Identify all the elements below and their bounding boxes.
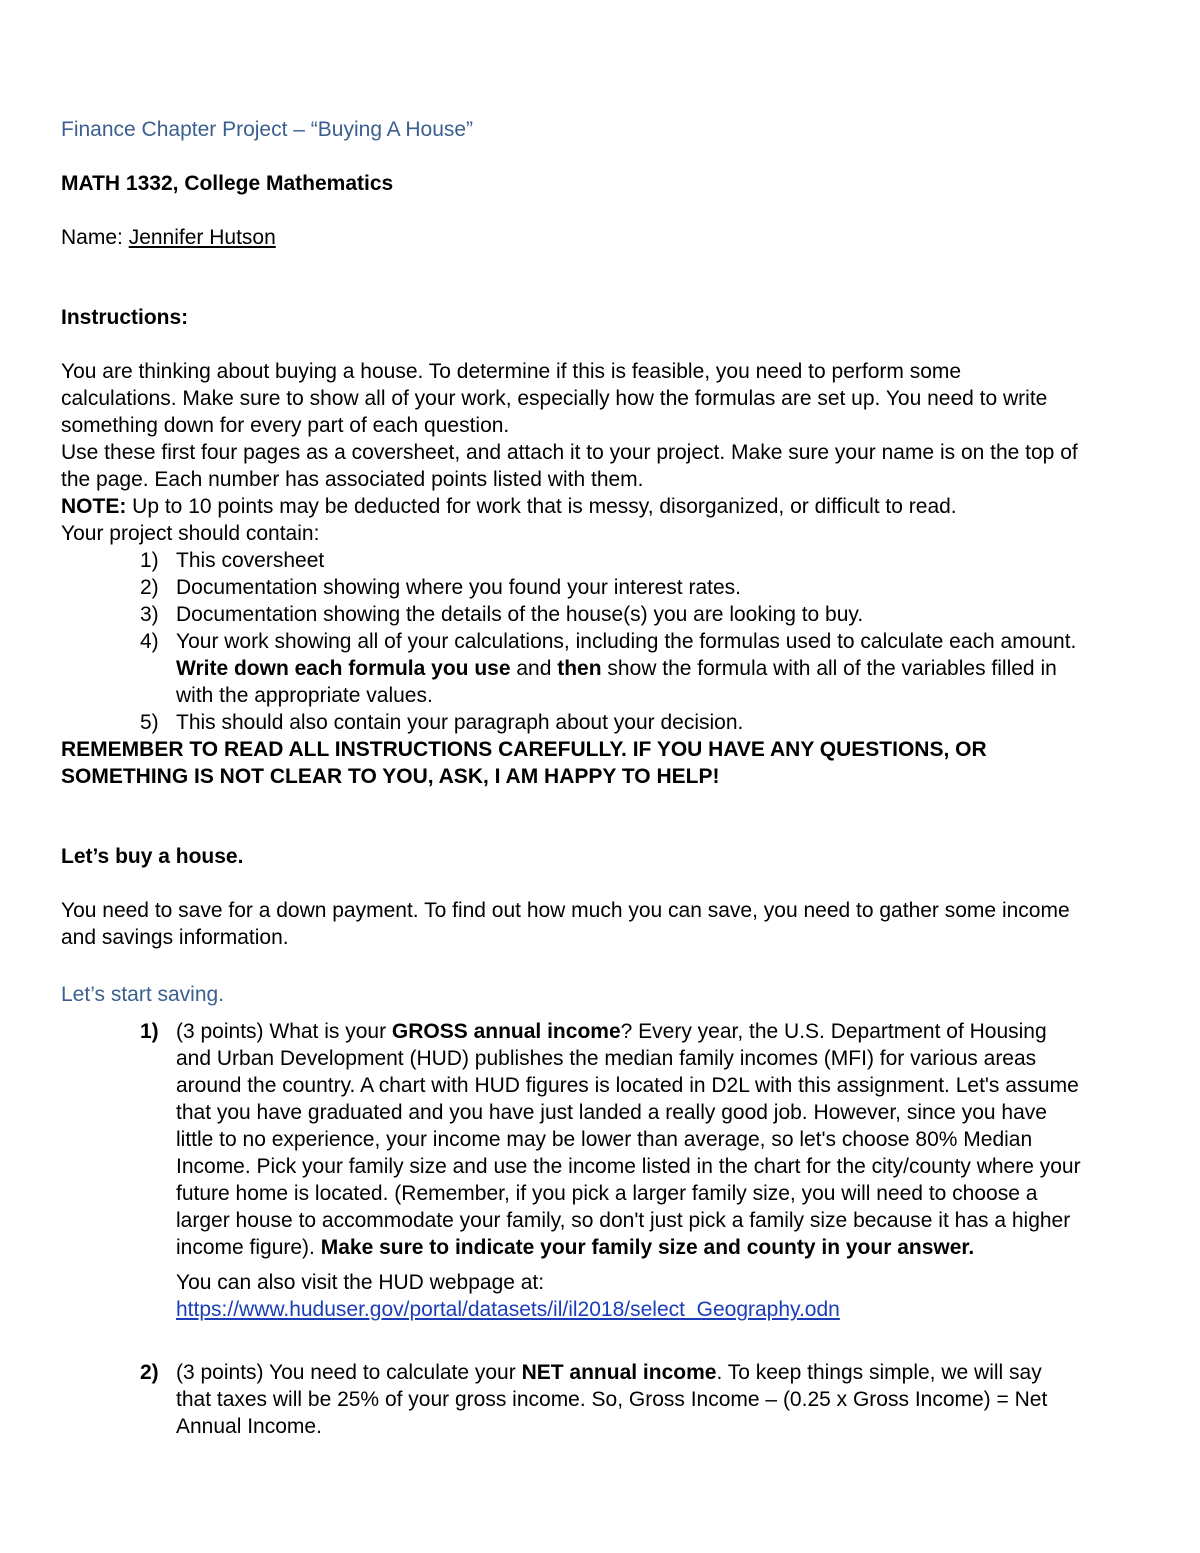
- course-title: MATH 1332, College Mathematics: [61, 172, 394, 195]
- student-name: Jennifer Hutson: [128, 226, 276, 249]
- list-item: 1) This coversheet: [140, 549, 325, 572]
- coversheet-paragraph: Use these first four pages as a coversheet, and attach it to your project. Make sure your name is on the top of the page. Each number has associated points listed with them.: [61, 441, 1078, 491]
- contain-intro: Your project should contain:: [61, 522, 320, 545]
- list-item: 2) Documentation showing where you found your interest rates.: [140, 576, 741, 599]
- question-item: 1) (3 points) What is your GROSS annual income? Every year, the U.S. Department of Housing and Urban Development (HUD) publishes the median family incomes (MFI) for various areas around the country. A chart with HUD figures is located in D2L with this assignment. Let's assume that you have graduated and you have just landed a really good job. However, since you have little to no experience, your income may be lower than average, so let's choose 80% Median Income. Pick your family size and use the income listed in the chart for the city/county where your future home is located. (Remember, if you pick a larger family size, you will need to choose a larger house to accommodate your family, so don't just pick a family size because it has a higher income figure). Make sure to indicate your family size and county in your answer. You can also visit the HUD webpage at: https://www.huduser.gov/portal/datasets/il/il2018/select_Geography.odn: [140, 1020, 1081, 1321]
- hud-webpage-text: You can also visit the HUD webpage at:: [176, 1271, 545, 1294]
- buy-heading: Let’s buy a house.: [61, 845, 244, 868]
- note-paragraph: [61, 493, 1081, 520]
- document-page: [61, 116, 1081, 1440]
- saving-heading: Let’s start saving.: [61, 983, 225, 1006]
- hud-link[interactable]: https://www.huduser.gov/portal/datasets/il/il2018/select_Geography.odn: [176, 1298, 840, 1321]
- document-title: Finance Chapter Project – “Buying A House”: [61, 118, 474, 141]
- questions-list: [61, 1018, 1081, 1440]
- name-label: Name:: [61, 226, 129, 249]
- name-line: [61, 224, 1081, 251]
- remember-notice: REMEMBER TO READ ALL INSTRUCTIONS CAREFULLY. IF YOU HAVE ANY QUESTIONS, OR SOMETHING IS NOT CLEAR TO YOU, ASK, I AM HAPPY TO HELP!: [61, 738, 987, 788]
- instructions-heading: Instructions:: [61, 306, 189, 329]
- list-item: 3) Documentation showing the details of the house(s) you are looking to buy.: [140, 603, 864, 626]
- contents-list: [61, 547, 1081, 736]
- list-item: 4) Your work showing all of your calculations, including the formulas used to calculate each amount. Write down each formula you use and then show the formula with all of the variables filled in with the appropriate values.: [140, 630, 1077, 707]
- note-text: Up to 10 points may be deducted for work that is messy, disorganized, or difficult to read.: [126, 495, 957, 518]
- save-paragraph: You need to save for a down payment. To find out how much you can save, you need to gather some income and savings information.: [61, 899, 1070, 949]
- question-item: 2) (3 points) You need to calculate your NET annual income. To keep things simple, we will say that taxes will be 25% of your gross income. So, Gross Income – (0.25 x Gross Income) = Net Annual Income.: [140, 1361, 1048, 1438]
- list-item: 5) This should also contain your paragraph about your decision.: [140, 711, 744, 734]
- intro-paragraph: You are thinking about buying a house. To determine if this is feasible, you need to perform some calculations. Make sure to show all of your work, especially how the formulas are set up. You need to write something down for every part of each question.: [61, 360, 1048, 437]
- note-label: NOTE:: [61, 495, 127, 518]
